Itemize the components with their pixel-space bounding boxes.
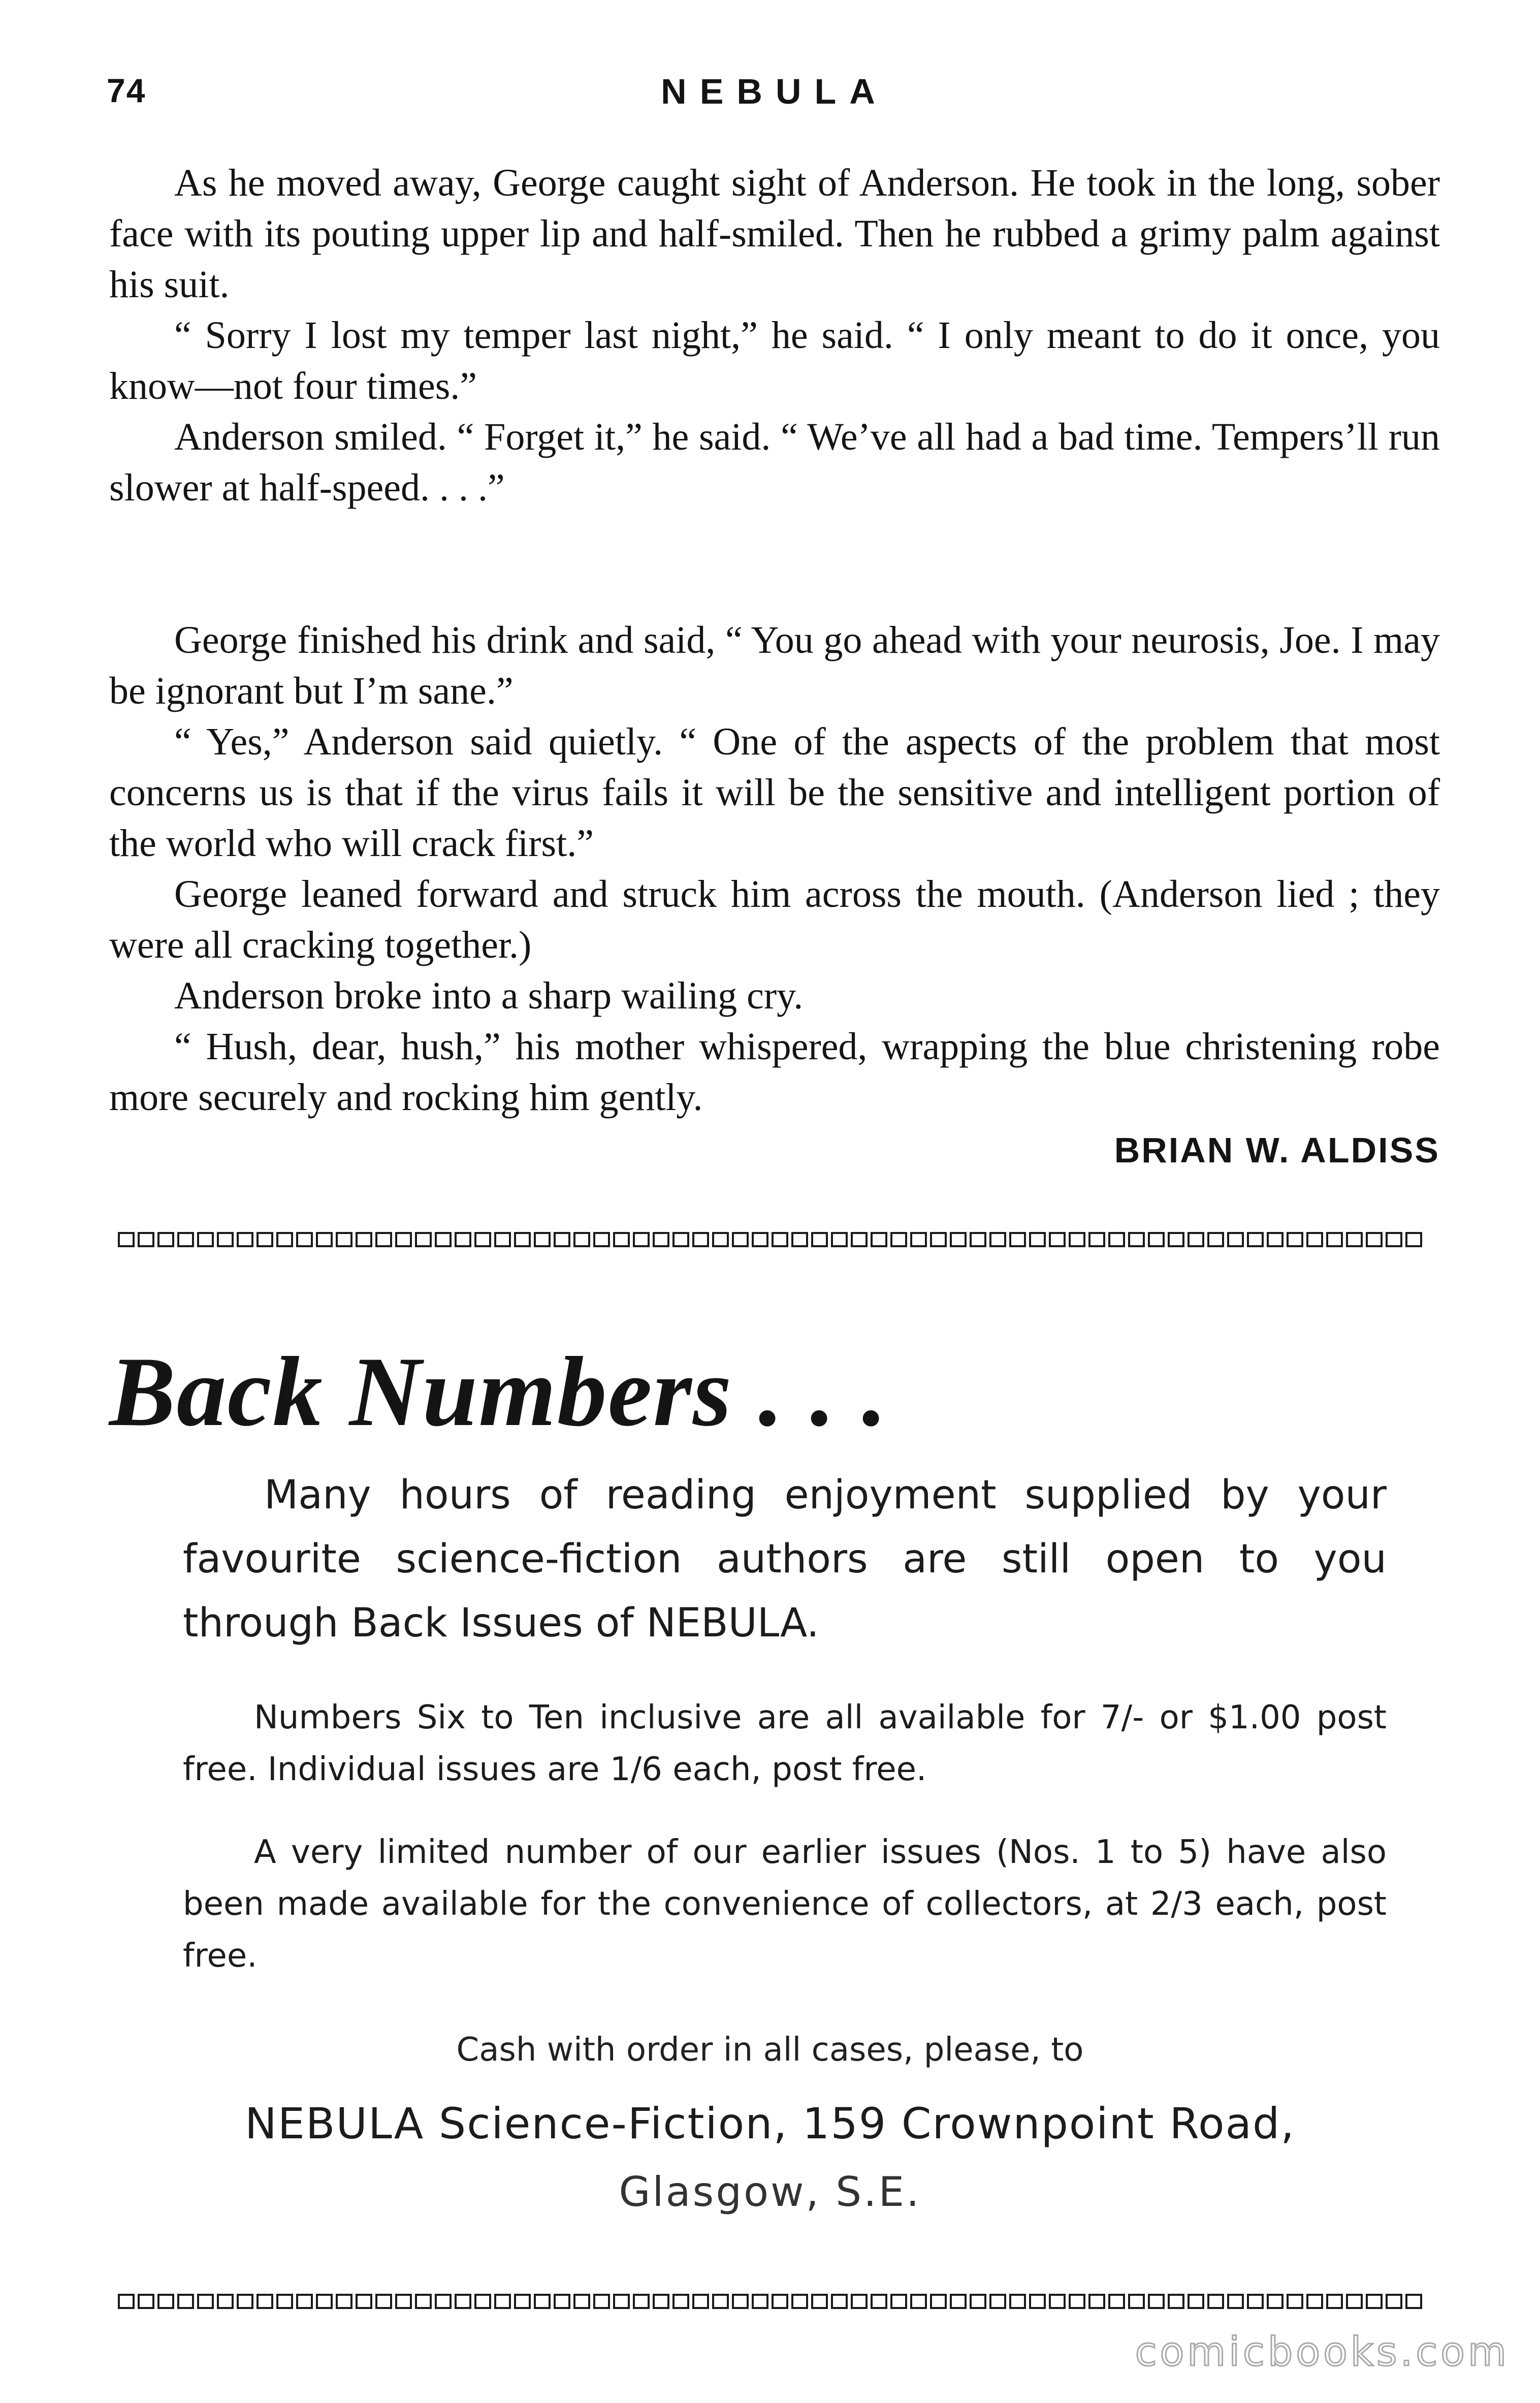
- ad-offer-early-text: A very limited number of our earlier issues (Nos. 1 to 5) have also been made available for the convenience of collectors, at 2/3 each, post free.: [183, 1833, 1387, 1975]
- border-square: [712, 1232, 729, 1247]
- border-square: [1405, 1232, 1422, 1247]
- border-square: [1207, 2294, 1224, 2309]
- border-square: [1227, 2294, 1244, 2309]
- border-square: [573, 1232, 590, 1247]
- border-square: [296, 1232, 313, 1247]
- border-square: [375, 2294, 392, 2309]
- border-square: [930, 1232, 947, 1247]
- border-square: [1386, 1232, 1402, 1247]
- border-square: [415, 2294, 432, 2309]
- border-square: [732, 1232, 749, 1247]
- border-square: [356, 1232, 372, 1247]
- ad-address-line2: Glasgow, S.E.: [619, 2168, 921, 2216]
- border-square: [890, 2294, 907, 2309]
- border-square: [772, 1232, 788, 1247]
- border-square: [613, 2294, 630, 2309]
- border-square: [930, 2294, 947, 2309]
- border-square: [811, 2294, 828, 2309]
- border-square: [772, 2294, 788, 2309]
- border-square: [514, 2294, 531, 2309]
- border-square: [395, 1232, 412, 1247]
- border-square: [395, 2294, 412, 2309]
- border-square: [989, 2294, 1006, 2309]
- border-square: [157, 2294, 174, 2309]
- border-square: [1405, 2294, 1422, 2309]
- border-square: [1207, 1232, 1224, 1247]
- border-square: [1346, 2294, 1363, 2309]
- border-square: [1306, 2294, 1323, 2309]
- border-square: [177, 2294, 194, 2309]
- border-square: [831, 2294, 848, 2309]
- border-square: [1148, 1232, 1165, 1247]
- border-square: [653, 1232, 669, 1247]
- border-square: [672, 2294, 689, 2309]
- border-square: [237, 1232, 253, 1247]
- border-square: [593, 1232, 610, 1247]
- story-paragraph: Anderson smiled. “ Forget it,” he said. “ We’ve all had a bad time. Tempers’ll run slower at half-speed. . . .”: [109, 416, 1440, 509]
- border-square: [1287, 2294, 1303, 2309]
- border-square: [613, 1232, 630, 1247]
- border-square: [910, 2294, 927, 2309]
- border-square: [1069, 1232, 1085, 1247]
- border-square: [1009, 1232, 1026, 1247]
- border-square: [435, 1232, 452, 1247]
- story-paragraph: Anderson broke into a sharp wailing cry.: [174, 974, 804, 1017]
- border-square: [910, 1232, 927, 1247]
- border-square: [573, 2294, 590, 2309]
- border-square: [494, 1232, 511, 1247]
- border-square: [1386, 2294, 1402, 2309]
- border-square: [276, 2294, 293, 2309]
- border-square: [1128, 2294, 1145, 2309]
- border-square: [1346, 1232, 1363, 1247]
- border-square: [534, 1232, 551, 1247]
- border-square: [1168, 2294, 1184, 2309]
- border-square: [593, 2294, 610, 2309]
- border-square: [1287, 1232, 1303, 1247]
- border-square: [950, 1232, 967, 1247]
- border-square: [435, 2294, 452, 2309]
- border-square: [1247, 2294, 1264, 2309]
- border-square: [1326, 2294, 1343, 2309]
- border-square: [336, 1232, 352, 1247]
- border-square: [256, 1232, 273, 1247]
- border-square: [1267, 2294, 1284, 2309]
- border-square: [455, 1232, 471, 1247]
- border-square: [1128, 1232, 1145, 1247]
- border-square: [375, 1232, 392, 1247]
- border-square: [871, 1232, 887, 1247]
- ad-offer-recent-text: Numbers Six to Ten inclusive are all available for 7/- or $1.00 post free. Individual issues are 1/6 each, post free.: [183, 1699, 1387, 1788]
- page-number: 74: [107, 72, 146, 109]
- decorative-border-top: [118, 1232, 1433, 1251]
- border-square: [672, 1232, 689, 1247]
- border-square: [197, 1232, 214, 1247]
- border-square: [197, 2294, 214, 2309]
- border-square: [1029, 2294, 1046, 2309]
- border-square: [336, 2294, 352, 2309]
- border-square: [237, 2294, 253, 2309]
- story-paragraph: George leaned forward and struck him across the mouth. (Anderson lied ; they were all cracking together.): [109, 873, 1440, 966]
- border-square: [1108, 1232, 1125, 1247]
- border-square: [1366, 1232, 1383, 1247]
- decorative-border-bottom: [118, 2294, 1433, 2313]
- border-square: [296, 2294, 313, 2309]
- border-square: [890, 1232, 907, 1247]
- border-square: [138, 1232, 154, 1247]
- border-square: [356, 2294, 372, 2309]
- border-square: [316, 2294, 333, 2309]
- border-square: [534, 2294, 551, 2309]
- story-paragraph: “ Hush, dear, hush,” his mother whispered, wrapping the blue christening robe more securely and rocking him gently.: [109, 1025, 1440, 1119]
- ad-intro: [183, 1463, 1387, 1655]
- border-square: [1108, 2294, 1125, 2309]
- ad-offer-recent: [183, 1692, 1387, 1795]
- story-paragraph: “ Yes,” Anderson said quietly. “ One of the aspects of the problem that most concerns us is that if the virus fails it will be the sensitive and intelligent portion of the world who will crack first.”: [109, 720, 1440, 865]
- border-square: [256, 2294, 273, 2309]
- border-square: [732, 2294, 749, 2309]
- border-square: [1069, 2294, 1085, 2309]
- border-square: [1326, 1232, 1343, 1247]
- border-square: [692, 1232, 709, 1247]
- border-square: [1306, 1232, 1323, 1247]
- border-square: [871, 2294, 887, 2309]
- ad-cash-line: Cash with order in all cases, please, to: [456, 2031, 1084, 2069]
- border-square: [554, 1232, 570, 1247]
- border-square: [970, 2294, 986, 2309]
- border-square: [791, 2294, 808, 2309]
- border-square: [851, 2294, 868, 2309]
- border-square: [1148, 2294, 1165, 2309]
- border-square: [118, 2294, 135, 2309]
- border-square: [950, 2294, 967, 2309]
- border-square: [712, 2294, 729, 2309]
- border-square: [474, 1232, 491, 1247]
- border-square: [989, 1232, 1006, 1247]
- border-square: [633, 1232, 650, 1247]
- border-square: [118, 1232, 135, 1247]
- border-square: [1088, 2294, 1105, 2309]
- story-paragraph: George finished his drink and said, “ You go ahead with your neurosis, Joe. I may be ignorant but I’m sane.”: [109, 619, 1440, 712]
- running-title: NEBULA: [661, 72, 888, 111]
- border-square: [455, 2294, 471, 2309]
- border-square: [157, 1232, 174, 1247]
- border-square: [217, 1232, 234, 1247]
- border-square: [752, 2294, 768, 2309]
- ad-offer-early: [183, 1826, 1387, 1982]
- ad-intro-text: Many hours of reading enjoyment supplied by your favourite science-fiction authors are still open to you through Back Issues of NEBULA.: [183, 1472, 1387, 1646]
- border-square: [415, 1232, 432, 1247]
- border-square: [653, 2294, 669, 2309]
- border-square: [1366, 2294, 1383, 2309]
- border-square: [138, 2294, 154, 2309]
- border-square: [970, 1232, 986, 1247]
- ad-address-line1: NEBULA Science-Fiction, 159 Crownpoint Road,: [245, 2099, 1295, 2148]
- section-break: [109, 513, 1440, 615]
- border-square: [633, 2294, 650, 2309]
- watermark: comicbooks.com: [1135, 2329, 1510, 2375]
- border-square: [514, 1232, 531, 1247]
- border-square: [1227, 1232, 1244, 1247]
- border-square: [1168, 1232, 1184, 1247]
- author-byline: BRIAN W. ALDISS: [1114, 1130, 1440, 1170]
- story-paragraph: As he moved away, George caught sight of Anderson. He took in the long, sober face with its pouting upper lip and half-smiled. Then he rubbed a grimy palm against his suit.: [109, 162, 1440, 306]
- border-square: [1049, 1232, 1066, 1247]
- border-square: [316, 1232, 333, 1247]
- border-square: [692, 2294, 709, 2309]
- border-square: [752, 1232, 768, 1247]
- border-square: [831, 1232, 848, 1247]
- border-square: [851, 1232, 868, 1247]
- border-square: [494, 2294, 511, 2309]
- border-square: [791, 1232, 808, 1247]
- story-text: [109, 157, 1440, 1176]
- story-paragraph: “ Sorry I lost my temper last night,” he said. “ I only meant to do it once, you know—not four times.”: [109, 314, 1440, 407]
- border-square: [1247, 1232, 1264, 1247]
- border-square: [1088, 1232, 1105, 1247]
- border-square: [177, 1232, 194, 1247]
- border-square: [1188, 1232, 1204, 1247]
- border-square: [1267, 1232, 1284, 1247]
- border-square: [217, 2294, 234, 2309]
- border-square: [1009, 2294, 1026, 2309]
- border-square: [1049, 2294, 1066, 2309]
- border-square: [1029, 1232, 1046, 1247]
- border-square: [474, 2294, 491, 2309]
- page-header: [107, 71, 1442, 132]
- border-square: [276, 1232, 293, 1247]
- ad-title: Back Numbers . . .: [109, 1337, 888, 1447]
- border-square: [554, 2294, 570, 2309]
- border-square: [1188, 2294, 1204, 2309]
- border-square: [811, 1232, 828, 1247]
